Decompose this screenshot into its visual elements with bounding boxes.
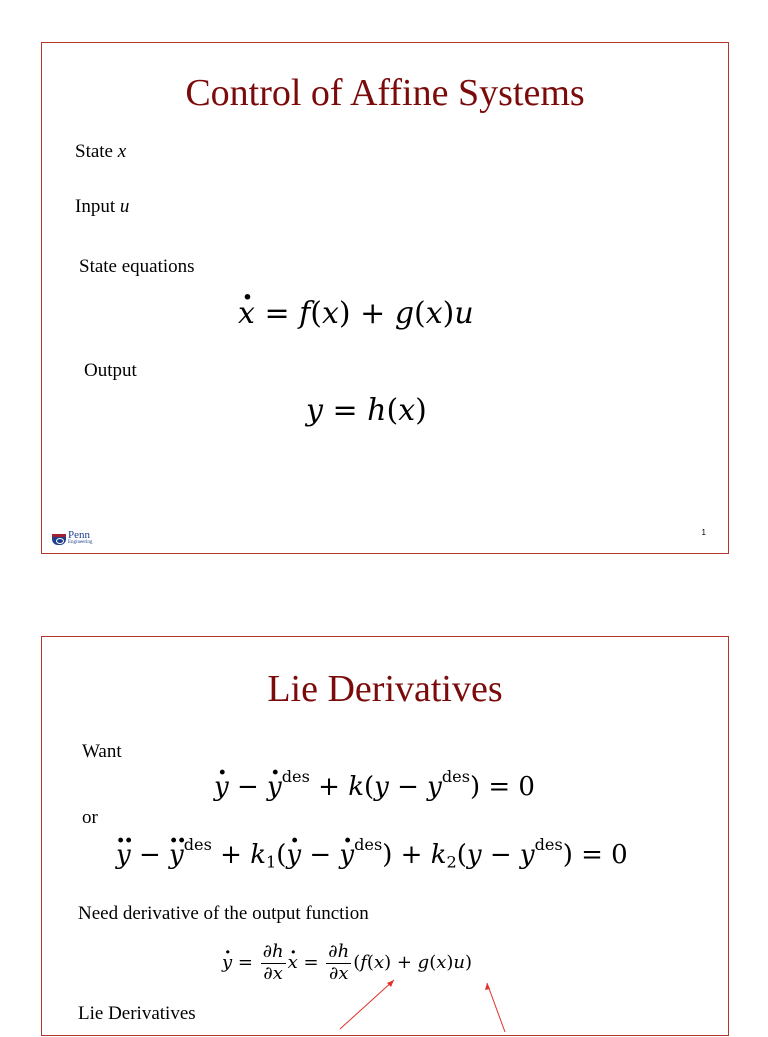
- output-derivative-equation: · y = $\frac{\partial h}{\partial x}$ · x = $\frac{\partial h}{\partial x}$ (f(x) + g(x)u): [222, 942, 472, 984]
- arrow-to-g: [487, 983, 505, 1032]
- or-label: or: [82, 807, 98, 828]
- logo-engineering-text: Engineering: [68, 539, 93, 545]
- lie-derivatives-label: Lie Derivatives: [78, 1003, 196, 1024]
- output-label: Output: [84, 360, 137, 381]
- state-label: State: [75, 141, 113, 162]
- second-order-equation: ·· y − ·· $y^{des} + k_1(\cdot y$ − · $y^{des}) + k_2(y - y^{des}) = 0$: [116, 835, 628, 872]
- state-variable: x: [117, 141, 127, 162]
- input-line: [75, 196, 129, 218]
- logo-penn-text: Penn: [68, 528, 90, 541]
- input-label: Input: [75, 196, 116, 217]
- state-line: [75, 141, 126, 163]
- arrow-head-g: [485, 983, 490, 990]
- slide-2: [41, 636, 729, 1036]
- slide-1: [41, 42, 729, 554]
- input-variable: u: [119, 196, 130, 217]
- want-label: Want: [82, 741, 122, 762]
- output-equation: y = h(x): [306, 393, 427, 428]
- state-equations-label: State equations: [79, 256, 195, 277]
- annotation-arrows: [42, 637, 730, 1037]
- first-order-equation: · y − · $y^{des} + k(y - y^{des}) = 0$: [214, 767, 535, 802]
- page-number: 1: [701, 528, 706, 537]
- penn-engineering-logo: [52, 528, 93, 545]
- arrow-to-f: [340, 980, 394, 1029]
- need-derivative-text: Need derivative of the output function: [78, 903, 369, 924]
- state-equation: · x = f(x) + g(x)u: [238, 296, 474, 331]
- slide-2-title: Lie Derivatives: [267, 668, 503, 710]
- penn-shield-icon: [52, 534, 66, 545]
- slide-1-title: Control of Affine Systems: [185, 72, 585, 114]
